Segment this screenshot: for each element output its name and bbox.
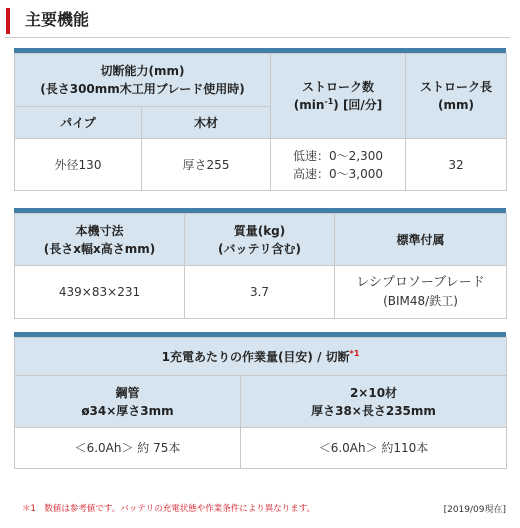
weight-subtitle: (バッテリ含む) [218, 241, 301, 256]
accessory-header: 標準付属 [335, 214, 507, 266]
workload-footnote-marker: *1 [349, 348, 360, 358]
cutting-capacity-subtitle: (長さ300mm木工用ブレード使用時) [40, 82, 245, 96]
steel-pipe-header [15, 376, 241, 428]
lumber-header [241, 376, 507, 428]
accessory-value [335, 266, 507, 319]
dimensions-value: 439×83×231 [15, 266, 185, 319]
section-divider [5, 37, 510, 38]
workload-table [14, 337, 507, 469]
stroke-low-speed: 低速：0～2,300 [293, 148, 384, 163]
stroke-unit-min: (min [293, 98, 325, 112]
stroke-unit-rest: ) [回/分] [333, 98, 383, 112]
specs-table-2 [14, 213, 507, 319]
accessory-blade-type: (BIM48/鉄工) [383, 294, 458, 308]
wood-subheader: 木材 [142, 107, 271, 139]
wood-value: 厚さ255 [142, 139, 271, 191]
section-header [5, 6, 510, 36]
stroke-count-unit [271, 96, 405, 114]
pipe-value: 外径130 [15, 139, 142, 191]
specs-table-1 [14, 53, 507, 191]
lumber-value: ＜6.0Ah＞ 約110本 [241, 428, 507, 469]
stroke-count-header [271, 54, 406, 139]
date-stamp: [2019/09現在] [443, 505, 506, 515]
footnote: ＊1 数値は参考値です。バッテリの充電状態や作業条件により異なります。 [22, 504, 316, 514]
steel-pipe-title: 鋼管 [115, 385, 140, 400]
stroke-unit-exponent: -1 [324, 97, 334, 106]
stroke-count-title: ストローク数 [302, 80, 375, 94]
cutting-capacity-header [15, 54, 271, 107]
stroke-length-title: ストローク長 [420, 80, 493, 94]
lumber-size: 厚さ38×長さ235mm [311, 403, 436, 418]
steel-pipe-value: ＜6.0Ah＞ 約 75本 [15, 428, 241, 469]
stroke-length-header [406, 54, 507, 139]
stroke-high-speed: 高速：0～3,000 [293, 166, 384, 181]
dimensions-header [15, 214, 185, 266]
section-title: 主要機能 [25, 10, 90, 29]
workload-title: 1充電あたりの作業量(目安) / 切断 [161, 349, 350, 364]
stroke-count-value [271, 139, 406, 191]
stroke-length-value: 32 [406, 139, 507, 191]
weight-header [185, 214, 335, 266]
accessory-blade: レシプロソーブレード [356, 275, 485, 290]
cutting-capacity-title: 切断能力(mm) [100, 64, 185, 78]
dimensions-subtitle: (長さx幅x高さmm) [43, 241, 156, 256]
stroke-length-unit: (mm) [438, 98, 474, 112]
weight-value: 3.7 [185, 266, 335, 319]
weight-title: 質量(kg) [233, 223, 286, 238]
dimensions-title: 本機寸法 [75, 223, 124, 238]
steel-pipe-size: ø34×厚さ3mm [81, 403, 174, 418]
section-accent-bar [6, 8, 10, 34]
pipe-subheader: パイプ [15, 107, 142, 139]
lumber-title: 2×10材 [349, 385, 398, 400]
workload-header [15, 338, 507, 376]
